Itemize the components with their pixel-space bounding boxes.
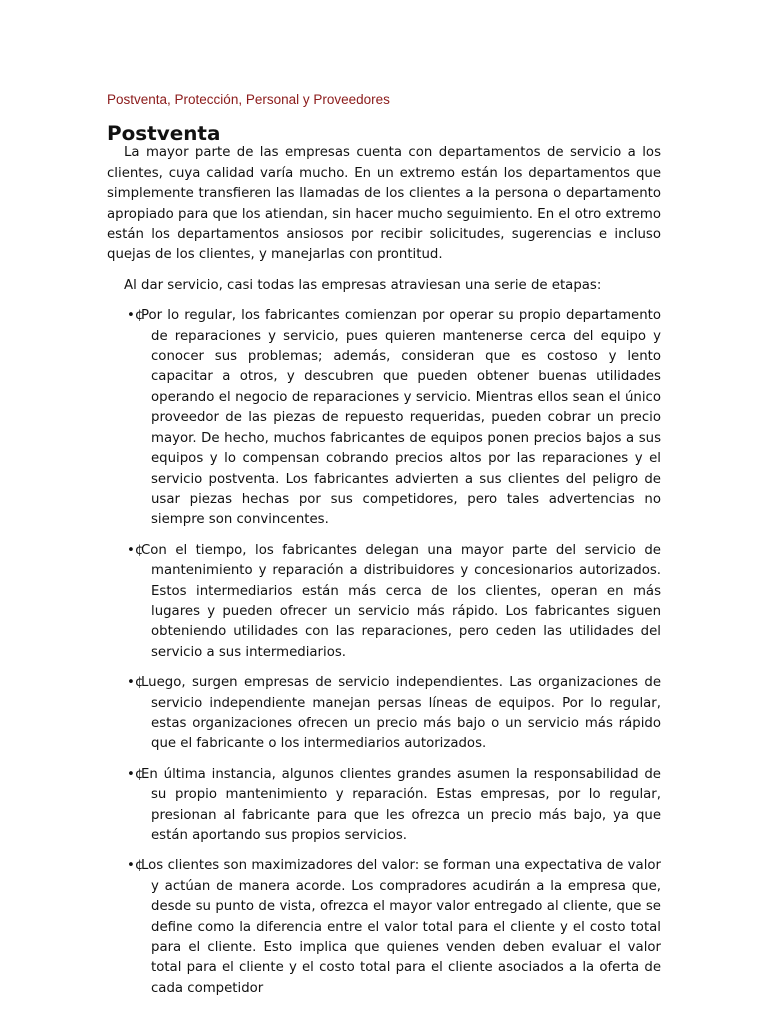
- bullet-marker: •¢: [127, 766, 144, 782]
- list-item: [107, 306, 661, 530]
- list-item-text: Con el tiempo, los fabricantes delegan una mayor parte del servicio de mantenimiento y reparación a distribuidores y concesionarios autorizados. Estos intermediarios están más cerca de los clientes, operan en más lugares y pueden ofrecer un servicio más rápido. Los fabricantes siguen obteniendo utilidades con las reparaciones, pero ceden las utilidades del servicio a sus intermediarios.: [141, 542, 661, 660]
- section-paragraph: La mayor parte de las empresas cuenta con departamentos de servicio a los clientes, cuya calidad varía mucho. En un extremo están los departamentos que simplemente transfieren las llamadas de los clientes a la persona o departamento apropiado para que los atiendan, sin hacer mucho seguimiento. En el otro extremo están los departamentos ansiosos por recibir solicitudes, sugerencias e incluso quejas de los clientes, y manejarlas con prontitud.: [107, 145, 661, 263]
- bullet-marker: •¢: [127, 675, 144, 691]
- list-item-text: En última instancia, algunos clientes grandes asumen la responsabilidad de su propio mantenimiento y reparación. Estas empresas, por lo regular, presionan al fabricante para que les ofrezca un precio más bajo, ya que están aportando sus propios servicios.: [141, 766, 661, 843]
- list-item: [107, 856, 661, 999]
- bullet-marker: •¢: [127, 858, 144, 874]
- document-page: [107, 90, 661, 1009]
- document-title: Postventa, Protección, Personal y Proveedores: [107, 92, 390, 107]
- list-item: [107, 765, 661, 847]
- list-item: [107, 673, 661, 755]
- list-item-text: Luego, surgen empresas de servicio independientes. Las organizaciones de servicio independiente manejan persas líneas de equipos. Por lo regular, estas organizaciones ofrecen un precio más bajo o un servicio más rápido que el fabricante o los intermediarios autorizados.: [141, 675, 661, 752]
- bullet-marker: •¢: [127, 542, 144, 558]
- stages-intro: Al dar servicio, casi todas las empresas atraviesan una serie de etapas:: [124, 277, 602, 293]
- list-item-text: Por lo regular, los fabricantes comienzan por operar su propio departamento de reparaciones y servicio, pues quieren mantenerse cerca del equipo y conocer sus problemas; además, consideran que es costoso y lento capacitar a otros, y descubren que pueden obtener buenas utilidades operando el negocio de reparaciones y servicio. Mientras ellos sean el único proveedor de las piezas de repuesto requeridas, pueden cobrar un precio mayor. De hecho, muchos fabricantes de equipos ponen precios bajos a sus equipos y lo compensan cobrando precios altos por las reparaciones y el servicio postventa. Los fabricantes advierten a sus clientes del peligro de usar piezas hechas por sus competidores, pero tales advertencias no siempre son convincentes.: [141, 308, 661, 528]
- section-heading: Postventa: [107, 121, 221, 145]
- bullet-marker: •¢: [127, 308, 144, 324]
- list-item-text: Los clientes son maximizadores del valor: se forman una expectativa de valor y actúan de manera acorde. Los compradores acudirán a la empresa que, desde su punto de vista, ofrezca el mayor valor entregado al cliente, que se define como la diferencia entre el valor total para el cliente y el costo total para el cliente. Esto implica que quienes venden deben evaluar el valor total para el cliente y el costo total para el cliente asociados a la oferta de cada competidor: [141, 858, 661, 996]
- list-item: [107, 541, 661, 663]
